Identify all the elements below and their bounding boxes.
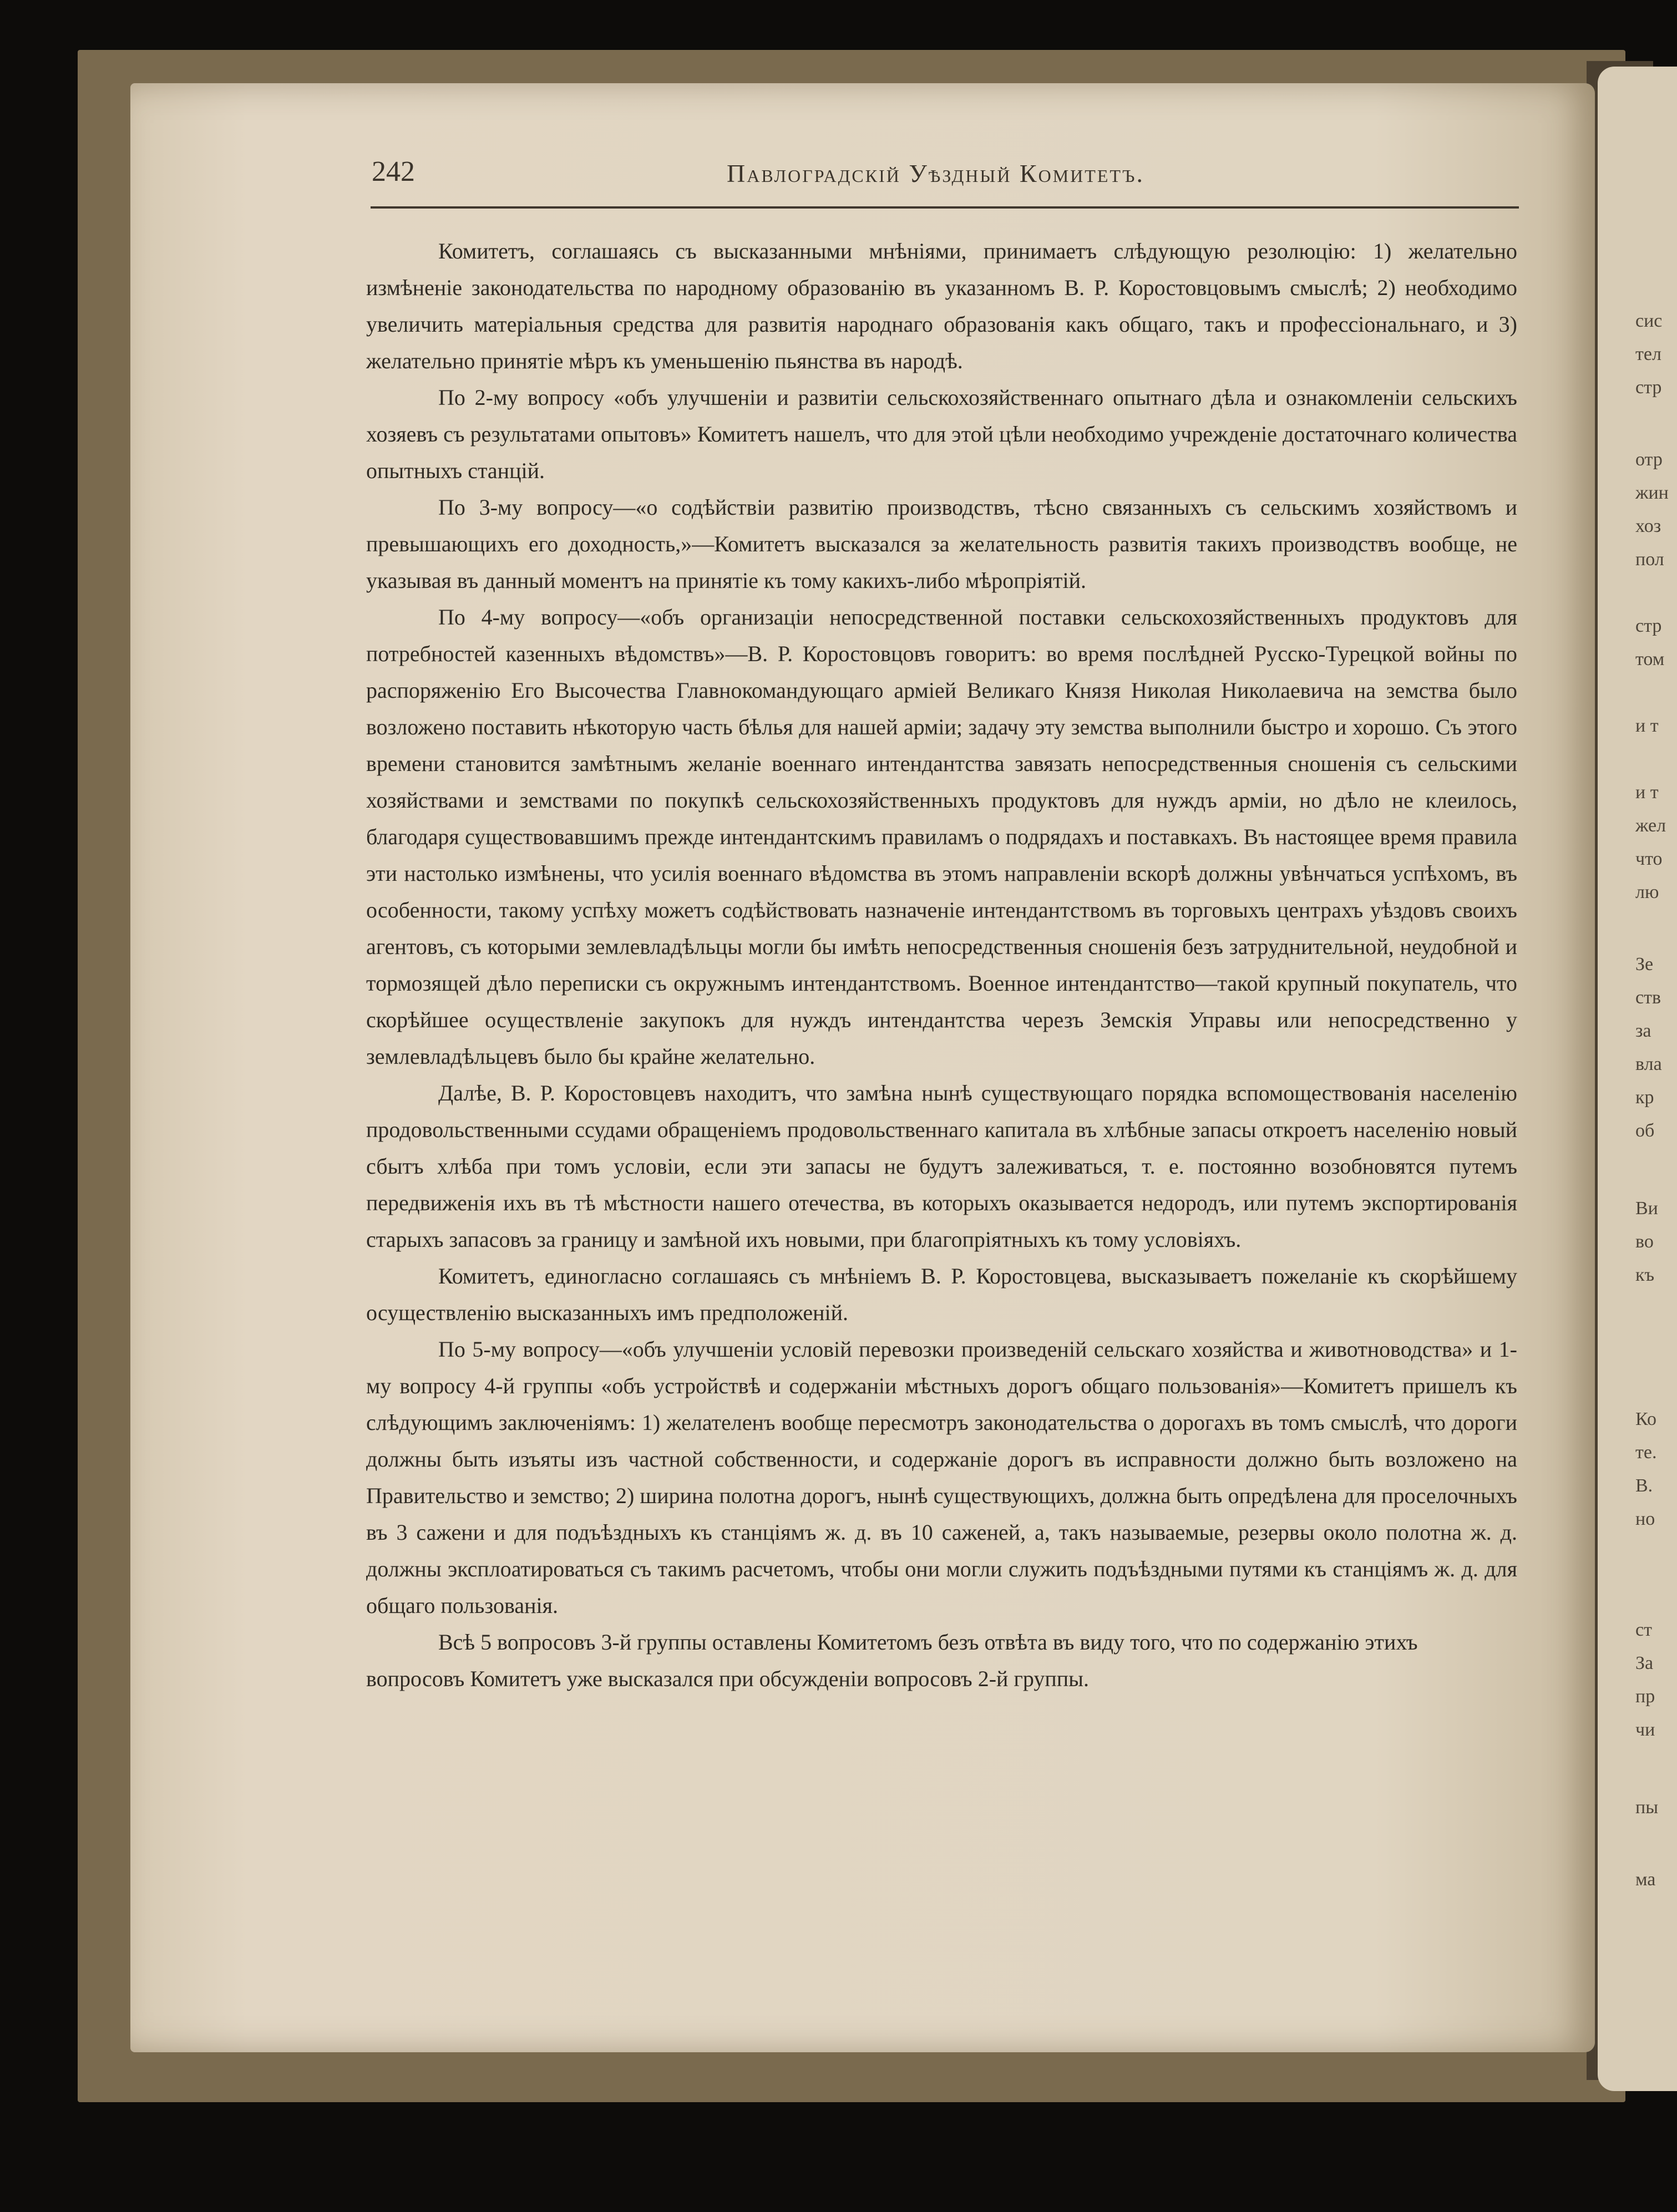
facing-page-fragment: и т [1635,782,1659,803]
facing-page-fragment: стр [1635,377,1662,398]
facing-page-fragment: ст [1635,1620,1652,1640]
facing-page-fragment: ств [1635,987,1661,1008]
facing-page-fragment: те. [1635,1442,1657,1463]
facing-page-fragment: къ [1635,1265,1655,1285]
facing-page-fragment: В. [1635,1475,1653,1496]
facing-page-fragment: отр [1635,449,1663,470]
facing-page-edge [1598,67,1677,2091]
paragraph: Комитетъ, единогласно соглашаясь съ мнѣніемъ В. Р. Коростовцева, высказываетъ пожеланіе къ скорѣйшему осуществленію высказанныхъ имъ предположеній. [366,1264,1517,1325]
running-head [372,155,1514,200]
facing-page-fragment: стр [1635,616,1662,636]
facing-page-fragment: пы [1635,1797,1659,1818]
facing-page-fragment: Ко [1635,1409,1656,1429]
paragraph: Далѣе, В. Р. Коростовцевъ находитъ, что замѣна нынѣ существующаго порядка вспомоществованія населенію продовольственными ссудами обращеніемъ продовольственнаго капитала въ хлѣбные запасы откроетъ населенію новый сбытъ хлѣба при томъ условіи, если эти запасы не будутъ залеживаться, т. е. постоянно возобновятся путемъ передвиженія ихъ въ тѣ мѣстности нашего отечества, въ которыхъ оказывается недородъ, или путемъ экспортированія старыхъ запасовъ за границу и замѣной ихъ новыми, при благопріятныхъ къ тому условіяхъ. [366,1080,1517,1252]
paragraph: По 2-му вопросу «объ улучшеніи и развитіи сельскохозяйственнаго опытнаго дѣла и ознакомленіи сельскихъ хозяевъ съ результатами опытовъ» Комитетъ нашелъ, что для этой цѣли необходимо учрежденіе достаточнаго количества опытныхъ станцій. [366,385,1517,483]
facing-page-fragment: за [1635,1021,1651,1041]
facing-page-fragment: и т [1635,716,1659,736]
facing-page-fragment: За [1635,1653,1654,1673]
paragraph: По 5-му вопросу—«объ улучшеніи условій перевозки произведеній сельскаго хозяйства и животноводства» и 1-му вопросу 4-й группы «объ устройствѣ и содержаніи мѣстныхъ дорогъ общаго пользованія»—Комитетъ пришелъ къ слѣдующимъ заключеніямъ: 1) желателенъ вообще пересмотръ законодательства о дорогахъ въ томъ смыслѣ, что дороги должны быть изъяты изъ частной собственности, и содержаніе дорогъ въ исправности должно быть возложено на Правительство и земство; 2) ширина полотна дорогъ, нынѣ существующихъ, должна быть опредѣлена для проселочныхъ въ 3 сажени и для подъѣздныхъ къ станціямъ ж. д. въ 10 саженей, а, такъ называемые, резервы около полотна ж. д. должны эксплоатироваться съ такимъ расчетомъ, чтобы они могли служить подъѣздными путями къ станціямъ ж. д. для общаго пользованія. [366,1337,1517,1618]
paragraph: Комитетъ, соглашаясь съ высказанными мнѣніями, принимаетъ слѣдующую резолюцію: 1) желательно измѣненіе законодательства по народному образованію въ указанномъ В. Р. Коростовцовымъ смыслѣ; 2) необходимо увеличить матеріальныя средства для развитія народнаго образованія какъ общаго, такъ и профессіональнаго, и 3) желательно принятіе мѣръ къ уменьшенію пьянства въ народѣ. [366,239,1517,373]
facing-page-fragment: хоз [1635,516,1661,536]
facing-page-fragment: кр [1635,1087,1654,1108]
paragraph: Всѣ 5 вопросовъ 3-й группы оставлены Комитетомъ безъ отвѣта въ виду того, что по содержанію этихъ вопросовъ Комитетъ уже высказался при обсужденіи вопросовъ 2-й группы. [366,1630,1418,1691]
facing-page-fragment: ма [1635,1869,1656,1890]
facing-page-fragment: но [1635,1509,1655,1529]
paragraph: По 3-му вопросу—«о содѣйствіи развитію производствъ, тѣсно связанныхъ съ сельскимъ хозяйствомъ и превышающихъ его доходность,»—Комитетъ высказался за желательность развитія такихъ производствъ вообще, не указывая въ данный моментъ на принятіе къ тому какихъ-либо мѣропріятій. [366,495,1517,593]
facing-page-fragment: жел [1635,815,1666,836]
facing-page-fragment: чи [1635,1719,1655,1740]
facing-page-fragment: жин [1635,483,1669,503]
page-number: 242 [372,156,415,187]
facing-page-fragment: том [1635,649,1665,669]
facing-page-fragment: пр [1635,1686,1655,1707]
facing-page-fragment: Зе [1635,954,1654,975]
running-title: Павлоградскій Уѣздный Комитетъ. [727,159,1145,187]
facing-page-fragment: сис [1635,311,1663,331]
facing-page-fragment: во [1635,1231,1654,1252]
facing-page-fragment: об [1635,1120,1655,1141]
facing-page-fragment: Ви [1635,1198,1658,1219]
paragraph: По 4-му вопросу—«объ организаціи непосредственной поставки сельскохозяйственныхъ продуктовъ для потребностей казенныхъ вѣдомствъ»—В. Р. Коростовцовъ говоритъ: во время послѣдней Русско-Турецкой войны по распоряженію Его Высочества Главнокомандующаго арміей Великаго Князя Николая Николаевича на земства было возложено поставить нѣкоторую часть бѣлья для нашей арміи; задачу эту земства выполнили быстро и хорошо. Съ этого времени становится замѣтнымъ желаніе военнаго интендантства завязать непосредственныя сношенія съ сельскими хозяйствами и земствами по покупкѣ сельскохозяйственныхъ продуктовъ для нуждъ арміи, но дѣло не клеилось, благодаря существовавшимъ прежде интендантскимъ правиламъ о подрядахъ и поставкахъ. Въ настоящее время правила эти настолько измѣнены, что усилія военнаго вѣдомства въ этомъ направленіи вскорѣ должны увѣнчаться успѣхомъ, въ особенности, такому успѣху можетъ содѣйствовать назначеніе интендантствомъ въ торговыхъ центрахъ уѣздовъ своихъ агентовъ, съ которыми землевладѣльцы могли бы имѣть непосредственныя сношенія безъ затруднительной, неудобной и тормозящей дѣло переписки съ окружнымъ интендантствомъ. Военное интендантство—такой крупный покупатель, что скорѣйшее осуществленіе закупокъ для нуждъ интендантства черезъ Земскія Управы или непосредственно у землевладѣльцевъ было бы крайне желательно. [366,605,1517,1069]
header-rule [371,206,1519,209]
facing-page-fragment: тел [1635,344,1661,364]
facing-page-fragment: пол [1635,549,1664,570]
facing-page-fragment: лю [1635,882,1659,902]
facing-page-fragment: вла [1635,1054,1662,1074]
page-body [366,233,1517,1697]
facing-page-fragment: что [1635,849,1663,869]
